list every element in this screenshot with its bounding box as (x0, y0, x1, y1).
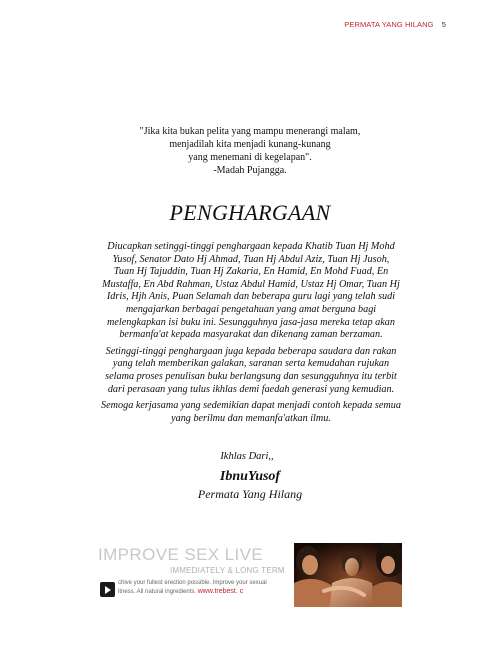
ad-url-link[interactable]: www.trebest. c (197, 587, 244, 595)
running-head (344, 20, 446, 29)
body-line: Tuan Hj Tajuddin, Tuan Hj Zakaria, En Hamid, En Mohd Fuad, En (113, 266, 389, 278)
body-line: dari perasaan yang tulus ikhlas demi faedah generasi yang kemudian. (107, 383, 395, 395)
running-title: PERMATA YANG HILANG (344, 20, 434, 29)
acknowledgement-body (80, 241, 422, 429)
body-line: bermanfa'at kepada masyarakat dan dikenang zaman berzaman. (119, 329, 383, 341)
body-line: selama proses penulisan buku berlangsung dan sesungguhnya itu terbit (105, 370, 397, 382)
body-line: Setinggi-tinggi penghargaan juga kepada beberapa saudara dan rakan (105, 345, 397, 357)
epigraph-line: "Jika kita bukan pelita yang mampu menerangi malam, (139, 126, 361, 137)
ad-photo (294, 543, 402, 607)
epigraph-line: menjadilah kita menjadi kunang-kunang (169, 139, 331, 150)
paragraph-2 (80, 346, 422, 396)
body-line: melengkapkan isi buku ini. Sesungguhnya jasa-jasa mereka tetap akan (107, 316, 395, 328)
epigraph-line: yang menemani di kegelapan". (188, 152, 312, 163)
ad-headline: IMPROVE SEX LIVE (98, 545, 264, 564)
signoff (0, 450, 500, 502)
body-line: yang berilmu dan memanfa'atkan ilmu. (171, 412, 331, 424)
epigraph-attribution: -Madah Pujangga. (213, 165, 287, 176)
body-line: yang telah memberikan galakan, saranan serta kemudahan rujukan (112, 358, 390, 370)
body-line: Diucapkan setinggi-tinggi penghargaan kepada Khatib Tuan Hj Mohd (107, 241, 395, 252)
ad-copy-line: itness. All natural ingredients. (118, 588, 197, 595)
book-title: Permata Yang Hilang (197, 487, 303, 501)
epigraph (100, 125, 400, 177)
ad-subheadline: IMMEDIATELY & LONG TERM (170, 566, 285, 575)
page-title: PENGHARGAAN (169, 200, 331, 225)
body-line: Yusof, Senator Dato Hj Ahmad, Tuan Hj Abdul Aziz, Tuan Hj Jusoh, (112, 253, 390, 265)
play-icon[interactable] (100, 582, 115, 597)
body-line: Semoga kerjasama yang sedemikian dapat menjadi contoh kepada semua (101, 400, 401, 412)
page-number: 5 (441, 20, 446, 29)
ad-copy (118, 580, 296, 596)
paragraph-3 (80, 400, 422, 425)
body-line: Mustaffa, En Abd Rahman, Ustaz Abdul Hamid, Ustaz Hj Omar, Tuan Hj (102, 278, 400, 290)
advertisement-banner[interactable] (96, 543, 402, 607)
closing-salutation: Ikhlas Dari,, (220, 451, 274, 462)
body-line: Idris, Hjh Anis, Puan Selamah dan beberapa guru lagi yang telah sudi (106, 291, 396, 303)
ad-photo-image (294, 543, 402, 607)
author-name: IbnuYusof (219, 469, 281, 484)
body-line: mengajarkan berbagai pengetahuan yang amat berguna bagi (125, 303, 377, 315)
ad-copy-line: chive your fullest erection possible. Improve your sexual (118, 580, 267, 586)
paragraph-1 (80, 241, 422, 342)
